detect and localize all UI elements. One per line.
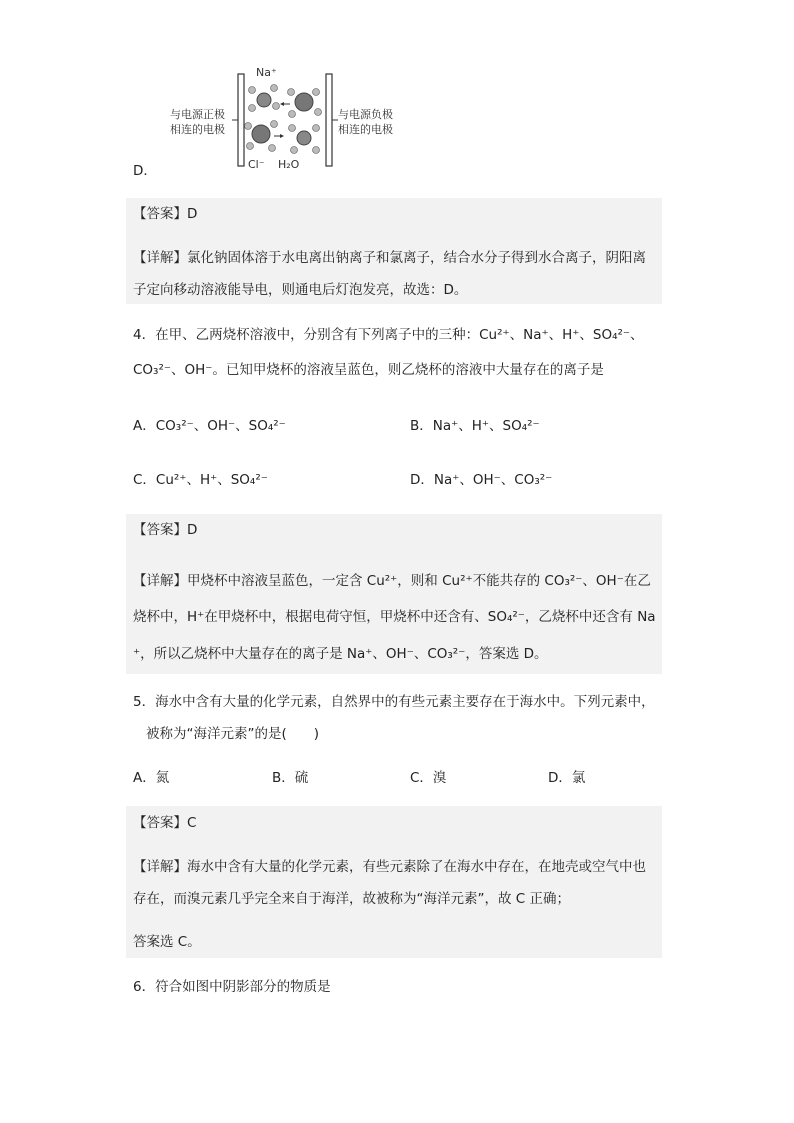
q3-detail-line-2: 子定向移动溶液能导电，则通电后灯泡发亮，故选：D。 — [133, 282, 468, 298]
q5-option-c: C．溴 — [410, 770, 447, 786]
q5-detail-line-3: 答案选 C。 — [133, 934, 201, 950]
q5-answer-box — [126, 806, 662, 958]
figure-water-label: H₂O — [278, 158, 300, 171]
q4-option-c: C．Cu²⁺、H⁺、SO₄²⁻ — [133, 472, 268, 488]
q5-option-d: D．氯 — [548, 770, 586, 786]
q4-answer: 【答案】D — [133, 522, 198, 538]
q4-stem-line-2: CO₃²⁻、OH⁻。已知甲烧杯的溶液呈蓝色，则乙烧杯的溶液中大量存在的离子是 — [133, 362, 604, 378]
q3-answer: 【答案】D — [133, 206, 198, 222]
q4-detail-line-3: ⁺，所以乙烧杯中大量存在的离子是 Na⁺、OH⁻、CO₃²⁻，答案选 D。 — [133, 646, 548, 662]
q4-detail-line-2: 烧杯中，H⁺在甲烧杯中，根据电荷守恒，甲烧杯中还含有、SO₄²⁻，乙烧杯中还含有 Na — [133, 609, 656, 625]
q5-stem-line-2: 被称为“海洋元素”的是( ) — [146, 726, 320, 742]
q4-option-b: B．Na⁺、H⁺、SO₄²⁻ — [410, 418, 540, 434]
figure-na-label: Na⁺ — [256, 66, 277, 79]
figure-right-label-1: 与电源负极 — [338, 108, 393, 121]
q5-option-b: B．硫 — [272, 770, 309, 786]
q4-stem-line-1: 4．在甲、乙两烧杯溶液中，分别含有下列离子中的三种：Cu²⁺、Na⁺、H⁺、SO₄²⁻、 — [133, 327, 644, 343]
q5-detail-line-2: 存在，而溴元素几乎完全来自于海洋，故被称为“海洋元素”，故 C 正确； — [133, 891, 570, 907]
q4-option-d: D．Na⁺、OH⁻、CO₃²⁻ — [410, 472, 553, 488]
figure-right-label-2: 相连的电极 — [338, 123, 393, 136]
q4-detail-line-1: 【详解】甲烧杯中溶液呈蓝色，一定含 Cu²⁺，则和 Cu²⁺不能共存的 CO₃²⁻、OH⁻在乙 — [133, 573, 651, 589]
figure-cl-label: Cl⁻ — [248, 158, 265, 171]
q6-stem-line-1: 6．符合如图中阴影部分的物质是 — [133, 979, 331, 995]
q3-detail-line-1: 【详解】氯化钠固体溶于水电离出钠离子和氯离子，结合水分子得到水合离子，阴阳离 — [133, 250, 646, 266]
q5-detail-line-1: 【详解】海水中含有大量的化学元素，有些元素除了在海水中存在，在地壳或空气中也 — [133, 859, 646, 875]
q4-option-a: A．CO₃²⁻、OH⁻、SO₄²⁻ — [133, 418, 286, 434]
q5-stem-line-1: 5．海水中含有大量的化学元素，自然界中的有些元素主要存在于海水中。下列元素中， — [133, 694, 655, 710]
figure-left-label-2: 相连的电极 — [170, 123, 225, 136]
q5-answer: 【答案】C — [133, 815, 197, 831]
figure-left-label-1: 与电源正极 — [170, 108, 225, 121]
q5-option-a: A．氮 — [133, 770, 170, 786]
q3-option-d: D． — [133, 163, 157, 179]
